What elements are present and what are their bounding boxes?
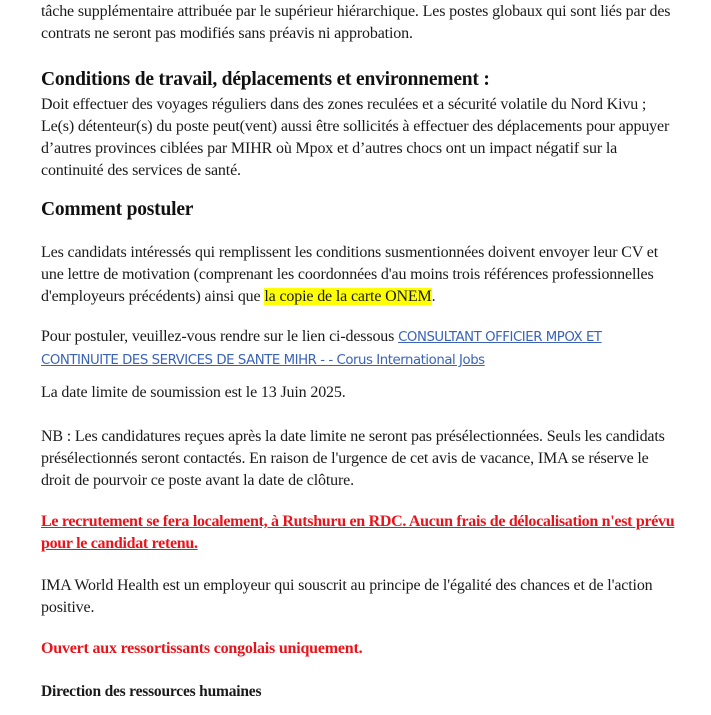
equal-opportunity-paragraph: IMA World Health est un employeur qui souscrit au principe de l'égalité des chances et de l'action positive. <box>41 577 653 616</box>
highlighted-onem-text: la copie de la carte ONEM <box>264 288 432 305</box>
candidates-text: Les candidats intéressés qui remplissent les conditions susmentionnées doivent envoyer leur CV et une lettre de motivation (comprenant les coordonnées d'au moins trois références professionnelles d'employeurs précédents) ainsi que <box>41 244 659 305</box>
apply-heading: Comment postuler <box>41 199 194 220</box>
signature-hr: Direction des ressources humaines <box>41 683 262 700</box>
conditions-paragraph: Doit effectuer des voyages réguliers dans des zones reculées et a sécurité volatile du Nord Kivu ; Le(s) détenteur(s) du poste peut(vent) aussi être sollicités à effectuer des déplacements pour appuyer d’autres provinces ciblées par MIHR où Mpox et d’autres chocs ont un impact négatif sur la continuité des services de santé. <box>41 96 670 179</box>
nb-paragraph: NB : Les candidatures reçues après la date limite ne seront pas présélectionnées. Seuls les candidats présélectionnés seront contactés. En raison de l'urgence de cet avis de vacance, IMA se réserve le droit de pourvoir ce poste avant la date de clôture. <box>41 428 665 489</box>
candidates-end: . <box>431 288 436 305</box>
apply-link-paragraph <box>41 326 681 372</box>
link-intro-text: Pour postuler, veuillez-vous rendre sur le lien ci-dessous <box>41 328 399 345</box>
job-posting-link[interactable]: CONSULTANT OFFICIER MPOX ET CONTINUITE DES SERVICES DE SANTE MIHR - - Corus International Jobs <box>41 330 602 368</box>
deadline-paragraph: La date limite de soumission est le 13 Juin 2025. <box>41 384 346 401</box>
local-recruitment-notice: Le recrutement se fera localement, à Rutshuru en RDC. Aucun frais de délocalisation n'est prévu pour le candidat retenu. <box>41 513 675 552</box>
candidates-paragraph <box>41 242 681 308</box>
intro-paragraph: tâche supplémentaire attribuée par le supérieur hiérarchique. Les postes globaux qui sont liés par des contrats ne seront pas modifiés sans préavis ni approbation. <box>41 3 671 42</box>
conditions-heading: Conditions de travail, déplacements et environnement : <box>41 69 490 90</box>
nationality-notice: Ouvert aux ressortissants congolais uniquement. <box>41 640 363 657</box>
